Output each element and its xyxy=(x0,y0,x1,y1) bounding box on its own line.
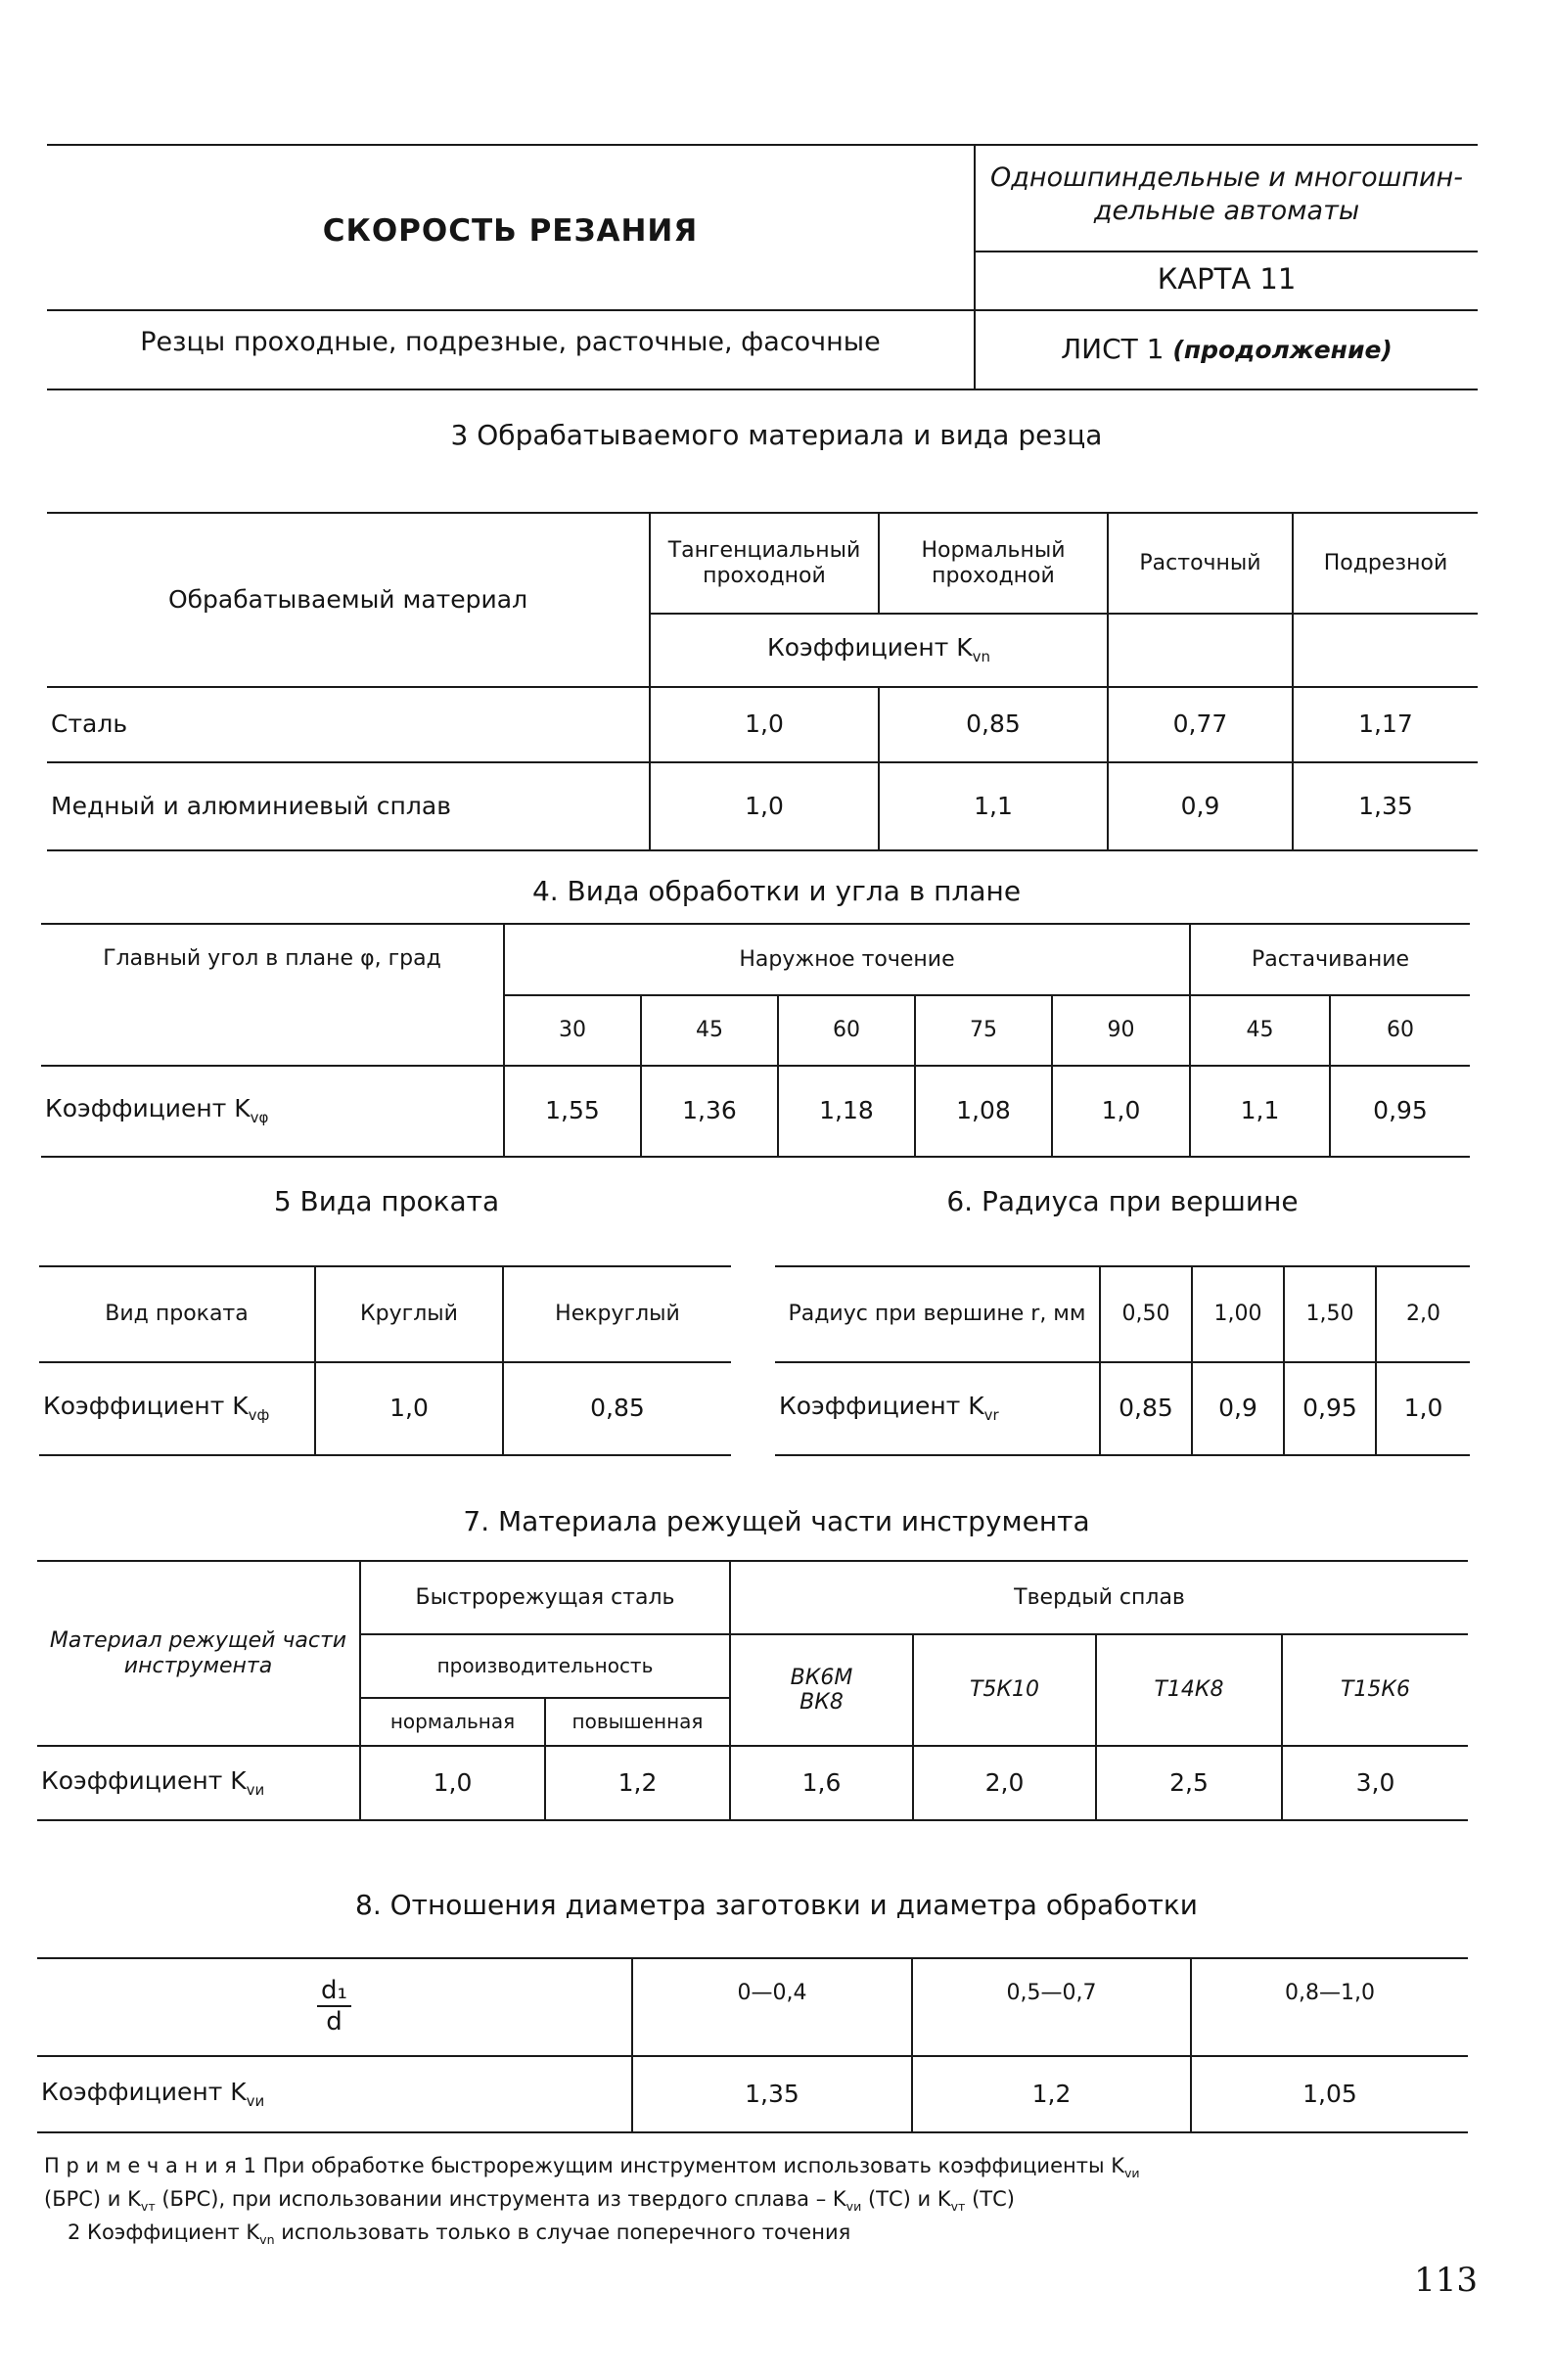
table-cell: 0,85 xyxy=(879,687,1108,762)
section-7-table xyxy=(37,1560,1468,1821)
table-cell: 1,17 xyxy=(1293,687,1478,762)
page-number: 113 xyxy=(1414,2261,1478,2300)
hss-productivity: производительность xyxy=(360,1634,730,1698)
table-cell: 1,6 xyxy=(730,1746,913,1820)
grade-t14k8: Т14К8 xyxy=(1096,1634,1282,1746)
table-cell: 0,9 xyxy=(1192,1362,1284,1455)
coef-kvr-label: Коэффициент $K_{vr}$ xyxy=(775,1362,1100,1455)
material-steel: Сталь xyxy=(47,687,650,762)
section-3-table xyxy=(47,512,1478,851)
note-1-cont: (БРС) и $K_{vт}$ (БРС), при использовании инструмента из твердого сплава – $K_{vи}$ (ТС) и $K_{vт}$ (ТС) xyxy=(44,2187,1015,2215)
note-1: П р и м е ч а н и я 1 При обработке быстрорежущим инструментом использовать коэффициенты $K_{vи}$ xyxy=(44,2154,1140,2181)
table-cell: 0,85 xyxy=(503,1362,731,1455)
diameter-ratio: $\frac{\text{d₁}}{d}$ xyxy=(37,1958,632,2056)
table-cell: 2,0 xyxy=(913,1746,1096,1820)
table-cell: 2,5 xyxy=(1096,1746,1282,1820)
tool-types: Резцы проходные, подрезные, расточные, фасочные xyxy=(140,327,881,357)
angle-cell: 30 xyxy=(504,995,641,1066)
material-copper-aluminium: Медный и алюминиевый сплав xyxy=(47,762,650,850)
table-cell: 0,77 xyxy=(1108,687,1293,762)
table-cell: 1,1 xyxy=(879,762,1108,850)
angle-cell: 90 xyxy=(1052,995,1190,1066)
group-boring: Растачивание xyxy=(1190,924,1470,995)
table-cell: 1,0 xyxy=(360,1746,545,1820)
table-cell: 0,95 xyxy=(1330,1066,1470,1157)
page-title: СКОРОСТЬ РЕЗАНИЯ xyxy=(322,213,699,249)
col-nonround: Некруглый xyxy=(503,1266,731,1362)
table-cell: 1,0 xyxy=(1052,1066,1190,1157)
table-cell: 0,85 xyxy=(1100,1362,1192,1455)
table-cell: 1,0 xyxy=(315,1362,503,1455)
radius-header: Радиус при вершине r, мм xyxy=(775,1266,1100,1362)
ratio-range: 0—0,4 xyxy=(632,1958,912,2056)
section-7-caption: 7. Материала режущей части инструмента xyxy=(463,1505,1090,1537)
note-2: 2 Коэффициент $K_{vn}$ использовать только в случае поперечного точения xyxy=(68,2220,851,2248)
group-external-turning: Наружное точение xyxy=(504,924,1190,995)
table-cell: 0,95 xyxy=(1284,1362,1376,1455)
col-round: Круглый xyxy=(315,1266,503,1362)
table-cell: 1,55 xyxy=(504,1066,641,1157)
section-5-table xyxy=(39,1265,731,1456)
section-4-caption: 4. Вида обработки и угла в плане xyxy=(531,875,1022,907)
material-header: Обрабатываемый материал xyxy=(47,513,650,687)
map-number: КАРТА 11 xyxy=(1157,262,1297,296)
section-5-caption: 5 Вида проката xyxy=(273,1185,500,1217)
table-cell: 1,08 xyxy=(915,1066,1052,1157)
table-cell: 1,2 xyxy=(545,1746,730,1820)
ratio-range: 0,5—0,7 xyxy=(912,1958,1191,2056)
grade-vk6m-vk8: ВК6М ВК8 xyxy=(730,1634,913,1746)
radius-cell: 2,0 xyxy=(1376,1266,1470,1362)
rolled-type-header: Вид проката xyxy=(39,1266,315,1362)
table-cell: 1,0 xyxy=(1376,1362,1470,1455)
angle-cell: 45 xyxy=(641,995,778,1066)
table-cell: 1,05 xyxy=(1191,2056,1468,2132)
col-facing: Подрезной xyxy=(1293,513,1478,614)
table-cell: 3,0 xyxy=(1282,1746,1468,1820)
grade-t15k6: Т15К6 xyxy=(1282,1634,1468,1746)
angle-cell: 75 xyxy=(915,995,1052,1066)
table-cell: 1,1 xyxy=(1190,1066,1330,1157)
col-tangential: Тангенциальный проходной xyxy=(650,513,879,614)
angle-cell: 60 xyxy=(1330,995,1470,1066)
angle-cell: 60 xyxy=(778,995,915,1066)
angle-header: Главный угол в плане φ, град xyxy=(41,924,504,1066)
coef-kvi-ratio-label: Коэффициент $K_{vи}$ xyxy=(37,2056,632,2132)
coef-kvn-label: Коэффициент $K_{vn}$ xyxy=(650,614,1108,687)
col-normal: Нормальный проходной xyxy=(879,513,1108,614)
table-cell: 1,18 xyxy=(778,1066,915,1157)
col-boring: Расточный xyxy=(1108,513,1293,614)
grade-t5k10: Т5К10 xyxy=(913,1634,1096,1746)
table-cell: 1,2 xyxy=(912,2056,1191,2132)
section-4-table xyxy=(41,923,1470,1158)
hss-increased: повышенная xyxy=(545,1698,730,1746)
radius-cell: 0,50 xyxy=(1100,1266,1192,1362)
table-cell: 1,36 xyxy=(641,1066,778,1157)
section-8-caption: 8. Отношения диаметра заготовки и диаметра обработки xyxy=(355,1889,1198,1921)
radius-cell: 1,50 xyxy=(1284,1266,1376,1362)
table-cell: 0,9 xyxy=(1108,762,1293,850)
hss-normal: нормальная xyxy=(360,1698,545,1746)
notes xyxy=(44,2153,1473,2254)
section-6-caption: 6. Радиуса при вершине xyxy=(946,1185,1299,1217)
sheet-number: ЛИСТ 1 (продолжение) xyxy=(1061,333,1393,365)
group-carbide: Твердый сплав xyxy=(730,1561,1468,1634)
section-3-caption: 3 Обрабатываемого материала и вида резца xyxy=(450,419,1103,451)
machine-category: Одношпиндельные и многошпин- дельные автоматы xyxy=(990,162,1463,226)
table-cell: 1,0 xyxy=(650,687,879,762)
table-cell: 1,35 xyxy=(1293,762,1478,850)
coef-kvf-label: Коэффициент $K_{vф}$ xyxy=(39,1362,315,1455)
table-cell: 1,35 xyxy=(632,2056,912,2132)
tool-material-header: Материал режущей части инструмента xyxy=(37,1561,360,1746)
radius-cell: 1,00 xyxy=(1192,1266,1284,1362)
section-8-table xyxy=(37,1957,1468,2133)
coef-kvphi-label: Коэффициент $K_{v\varphi}$ xyxy=(41,1066,504,1157)
ratio-range: 0,8—1,0 xyxy=(1191,1958,1468,2056)
section-6-table xyxy=(775,1265,1470,1456)
table-cell: 1,0 xyxy=(650,762,879,850)
angle-cell: 45 xyxy=(1190,995,1330,1066)
coef-kvi-label: Коэффициент $K_{vи}$ xyxy=(37,1746,360,1820)
group-hss: Быстрорежущая сталь xyxy=(360,1561,730,1634)
